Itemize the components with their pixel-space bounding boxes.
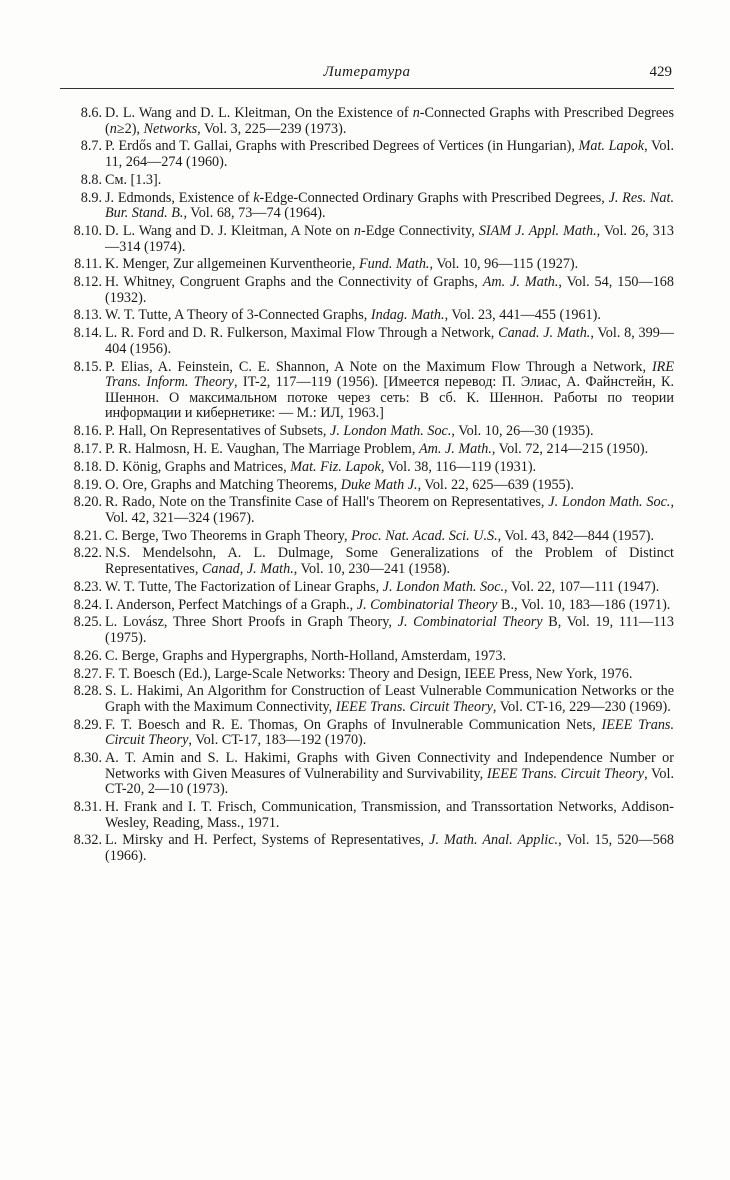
reference-segment: -Edge-Connected Ordinary Graphs with Prescribed Degrees, <box>259 189 609 206</box>
reference-segment: N.S. Mendelsohn, A. L. Dulmage, Some Generalizations of the Problem of Distinct Representatives, <box>105 545 674 578</box>
reference-number: 8.18. <box>73 458 102 475</box>
reference-number: 8.27. <box>73 665 102 682</box>
reference-item <box>60 308 674 324</box>
reference-segment: , Vol. 22, 107—111 (1947). <box>504 578 660 595</box>
reference-text <box>105 191 674 222</box>
reference-item <box>60 424 674 440</box>
reference-text <box>105 718 674 749</box>
reference-text <box>105 139 674 170</box>
reference-item <box>60 442 674 458</box>
reference-item <box>60 173 674 189</box>
reference-number: 8.8. <box>80 171 102 188</box>
reference-text <box>105 257 674 273</box>
reference-segment: P. Erdős and T. Gallai, Graphs with Prescribed Degrees of Vertices (in Hungarian), <box>105 138 579 155</box>
reference-segment: D. König, Graphs and Matrices, <box>105 458 291 475</box>
reference-italic-segment: Fund. Math. <box>358 256 430 273</box>
reference-segment: L. Lovász, Three Short Proofs in Graph Theory, <box>105 614 398 631</box>
reference-segment: -Connected Graphs with Prescribed Degrees ( <box>105 105 674 137</box>
reference-text <box>105 460 674 476</box>
reference-segment: W. T. Tutte, The Factorization of Linear Graphs, <box>105 578 383 595</box>
reference-text <box>105 580 674 596</box>
reference-segment: , Vol. CT-16, 229—230 (1969). <box>492 698 671 715</box>
reference-segment: I. Anderson, Perfect Matchings of a Graph., <box>105 596 357 613</box>
reference-segment: , Vol. 43, 842—844 (1957). <box>497 527 654 544</box>
reference-segment: , Vol. CT-17, 183—192 (1970). <box>188 732 367 749</box>
reference-text <box>105 360 674 422</box>
reference-text <box>105 546 674 577</box>
reference-number: 8.15. <box>73 358 102 375</box>
reference-text <box>105 684 674 715</box>
reference-number: 8.30. <box>73 750 102 767</box>
reference-segment: , Vol. 54, 150—168 (1932). <box>105 274 674 306</box>
reference-number: 8.9. <box>80 189 102 206</box>
reference-number: 8.19. <box>73 476 102 493</box>
reference-text <box>105 833 674 864</box>
reference-segment: , Vol. 72, 214—215 (1950). <box>491 440 649 457</box>
reference-segment: B, Vol. 19, 111—113 (1975). <box>105 614 674 646</box>
reference-segment: , Vol. 10, 96—115 (1927). <box>429 256 579 273</box>
reference-segment: C. Berge, Graphs and Hypergraphs, North-Holland, Amsterdam, 1973. <box>105 647 506 664</box>
reference-number: 8.16. <box>73 423 102 440</box>
reference-text <box>105 800 674 831</box>
reference-segment: H. Whitney, Congruent Graphs and the Connectivity of Graphs, <box>105 274 483 291</box>
reference-segment: , Vol. 68, 73—74 (1964). <box>183 205 326 222</box>
reference-italic-segment: J. Combinatorial Theory <box>397 614 543 631</box>
reference-text <box>105 478 674 494</box>
reference-item <box>60 598 674 614</box>
reference-segment: , Vol. 8, 399—404 (1956). <box>105 325 674 357</box>
reference-segment: H. Frank and I. T. Frisch, Communication, Transmission, and Transsortation Networks, Addison-Wesley, Reading, Mass., 1971. <box>105 799 674 831</box>
reference-item <box>60 667 674 683</box>
reference-number: 8.31. <box>73 799 102 816</box>
reference-italic-segment: Canad. J. Math. <box>498 325 591 342</box>
reference-italic-segment: J. London Math. Soc. <box>548 494 671 511</box>
reference-number: 8.12. <box>73 274 102 291</box>
reference-segment: F. T. Boesch and R. E. Thomas, On Graphs of Invulnerable Communication Nets, <box>105 716 602 733</box>
reference-list <box>60 106 674 867</box>
reference-number: 8.26. <box>73 647 102 664</box>
reference-item <box>60 106 674 137</box>
reference-italic-segment: Indag. Math. <box>370 307 445 324</box>
reference-text <box>105 615 674 646</box>
reference-number: 8.32. <box>73 832 102 849</box>
reference-segment: ≥2), <box>116 120 144 137</box>
reference-italic-segment: Am. J. Math. <box>418 440 492 457</box>
reference-segment: W. T. Tutte, A Theory of 3-Connected Graphs, <box>105 307 371 324</box>
header-title: Литература <box>323 64 411 80</box>
reference-text <box>105 275 674 306</box>
reference-item <box>60 139 674 170</box>
reference-segment: S. L. Hakimi, An Algorithm for Construction of Least Vulnerable Communication Networks or the Graph with the Maximum Connectivity, <box>105 683 674 715</box>
reference-segment: L. Mirsky and H. Perfect, Systems of Representatives, <box>105 832 430 849</box>
running-header <box>60 64 674 89</box>
reference-segment: , Vol. 11, 264—274 (1960). <box>105 138 674 170</box>
reference-segment: O. Ore, Graphs and Matching Theorems, <box>105 476 341 493</box>
reference-text <box>105 751 674 798</box>
reference-segment: R. Rado, Note on the Transfinite Case of Hall's Theorem on Representatives, <box>105 494 549 511</box>
reference-item <box>60 275 674 306</box>
reference-text <box>105 224 674 255</box>
reference-segment: D. L. Wang and D. J. Kleitman, A Note on <box>105 222 354 239</box>
reference-italic-segment: Mat. Fiz. Lapok <box>290 458 381 475</box>
reference-italic-segment: IEEE Trans. Circuit Theory <box>105 716 674 749</box>
reference-segment: A. T. Amin and S. L. Hakimi, Graphs with Given Connectivity and Independence Number or Networks with Given Measures of Vulnerability and Survivability, <box>105 750 674 782</box>
reference-item <box>60 478 674 494</box>
reference-text <box>105 173 674 189</box>
reference-italic-segment: J. Combinatorial Theory <box>356 596 498 613</box>
reference-item <box>60 751 674 798</box>
reference-segment: , Vol. 42, 321—324 (1967). <box>105 494 675 526</box>
reference-item <box>60 326 674 357</box>
reference-item <box>60 649 674 665</box>
reference-italic-segment: J. Math. Anal. Applic. <box>429 832 559 849</box>
reference-text <box>105 106 674 137</box>
reference-segment: , IT-2, 117—119 (1956). [Имеется перевод: П. Элиас, А. Файнстейн, К. Шеннон. О максимальном потоке через сеть: В сб. К. Шеннон. Работы по теории информации и кибернетике: — М.: ИЛ, 1963.] <box>105 374 674 422</box>
reference-text <box>105 326 674 357</box>
reference-italic-segment: k <box>253 189 260 206</box>
reference-italic-segment: J. Res. Nat. Bur. Stand. B. <box>105 189 675 222</box>
reference-item <box>60 360 674 422</box>
page-number: 429 <box>649 64 672 80</box>
reference-segment: P. Elias, A. Feinstein, C. E. Shannon, A Note on the Maximum Flow Through a Network, <box>105 358 652 375</box>
reference-item <box>60 718 674 749</box>
reference-segment: , Vol. 38, 116—119 (1931). <box>380 458 537 475</box>
reference-segment: -Edge Connectivity, <box>360 222 479 239</box>
reference-italic-segment: Duke Math J. <box>340 476 418 493</box>
reference-italic-segment: J. London Math. Soc. <box>330 423 452 440</box>
reference-italic-segment: n <box>109 120 117 137</box>
reference-segment: , Vol. CT-20, 2—10 (1973). <box>105 765 675 798</box>
reference-segment: , Vol. 10, 230—241 (1958). <box>293 561 451 578</box>
reference-segment: K. Menger, Zur allgemeinen Kurventheorie, <box>105 256 359 273</box>
reference-italic-segment: n <box>412 105 420 121</box>
reference-text <box>105 598 674 614</box>
reference-text <box>105 529 674 545</box>
reference-number: 8.21. <box>73 527 102 544</box>
reference-number: 8.28. <box>73 683 102 700</box>
reference-item <box>60 224 674 255</box>
reference-italic-segment: IEEE Trans. Circuit Theory <box>335 698 493 715</box>
reference-italic-segment: Networks <box>143 120 198 137</box>
reference-segment: , Vol. 3, 225—239 (1973). <box>197 120 347 137</box>
reference-italic-segment: Am. J. Math. <box>482 274 559 291</box>
reference-number: 8.14. <box>73 325 102 342</box>
reference-segment: P. Hall, On Representatives of Subsets, <box>105 423 331 440</box>
reference-number: 8.11. <box>74 256 102 273</box>
reference-text <box>105 424 674 440</box>
reference-italic-segment: SIAM J. Appl. Math. <box>478 222 597 239</box>
reference-text <box>105 649 674 665</box>
reference-segment: , Vol. 15, 520—568 (1966). <box>105 832 674 864</box>
reference-italic-segment: J. London Math. Soc. <box>382 578 505 595</box>
reference-number: 8.13. <box>73 307 102 324</box>
reference-number: 8.23. <box>73 578 102 595</box>
reference-segment: F. T. Boesch (Ed.), Large-Scale Networks: Theory and Design, IEEE Press, New York, 1976. <box>105 665 633 682</box>
reference-item <box>60 833 674 864</box>
reference-italic-segment: n <box>353 222 361 239</box>
reference-segment: P. R. Halmosn, H. E. Vaughan, The Marriage Problem, <box>105 440 419 457</box>
reference-number: 8.22. <box>73 545 102 562</box>
reference-segment: , Vol. 26, 313—314 (1974). <box>105 222 675 255</box>
reference-item <box>60 495 674 526</box>
reference-item <box>60 460 674 476</box>
reference-italic-segment: Proc. Nat. Acad. Sci. U.S. <box>351 527 498 544</box>
reference-text <box>105 442 674 458</box>
reference-item <box>60 529 674 545</box>
reference-item <box>60 684 674 715</box>
reference-item <box>60 615 674 646</box>
reference-text <box>105 308 674 324</box>
reference-item <box>60 800 674 831</box>
reference-number: 8.20. <box>73 494 102 511</box>
reference-italic-segment: IEEE Trans. Circuit Theory <box>486 765 645 782</box>
reference-segment: См. [1.3]. <box>105 171 162 188</box>
reference-item <box>60 257 674 273</box>
reference-number: 8.6. <box>80 105 102 121</box>
reference-number: 8.25. <box>73 614 102 631</box>
reference-text <box>105 495 674 526</box>
reference-italic-segment: IRE Trans. Inform. Theory <box>105 358 674 391</box>
reference-segment: , Vol. 23, 441—455 (1961). <box>444 307 601 324</box>
reference-item <box>60 546 674 577</box>
reference-segment: J. Edmonds, Existence of <box>105 189 254 206</box>
reference-italic-segment: Canad, J. Math. <box>201 561 294 578</box>
reference-segment: , Vol. 10, 26—30 (1935). <box>451 423 594 440</box>
reference-italic-segment: Mat. Lapok <box>578 138 645 155</box>
reference-number: 8.7. <box>80 138 102 155</box>
reference-segment: , Vol. 22, 625—639 (1955). <box>417 476 574 493</box>
reference-item <box>60 580 674 596</box>
reference-text <box>105 667 674 683</box>
reference-number: 8.10. <box>73 222 102 239</box>
reference-segment: L. R. Ford and D. R. Fulkerson, Maximal Flow Through a Network, <box>105 325 499 342</box>
reference-segment: C. Berge, Two Theorems in Graph Theory, <box>105 527 352 544</box>
reference-segment: D. L. Wang and D. L. Kleitman, On the Existence of <box>105 105 413 121</box>
reference-number: 8.17. <box>73 440 102 457</box>
reference-number: 8.29. <box>73 716 102 733</box>
reference-segment: B., Vol. 10, 183—186 (1971). <box>497 596 671 613</box>
reference-item <box>60 191 674 222</box>
reference-number: 8.24. <box>73 596 102 613</box>
